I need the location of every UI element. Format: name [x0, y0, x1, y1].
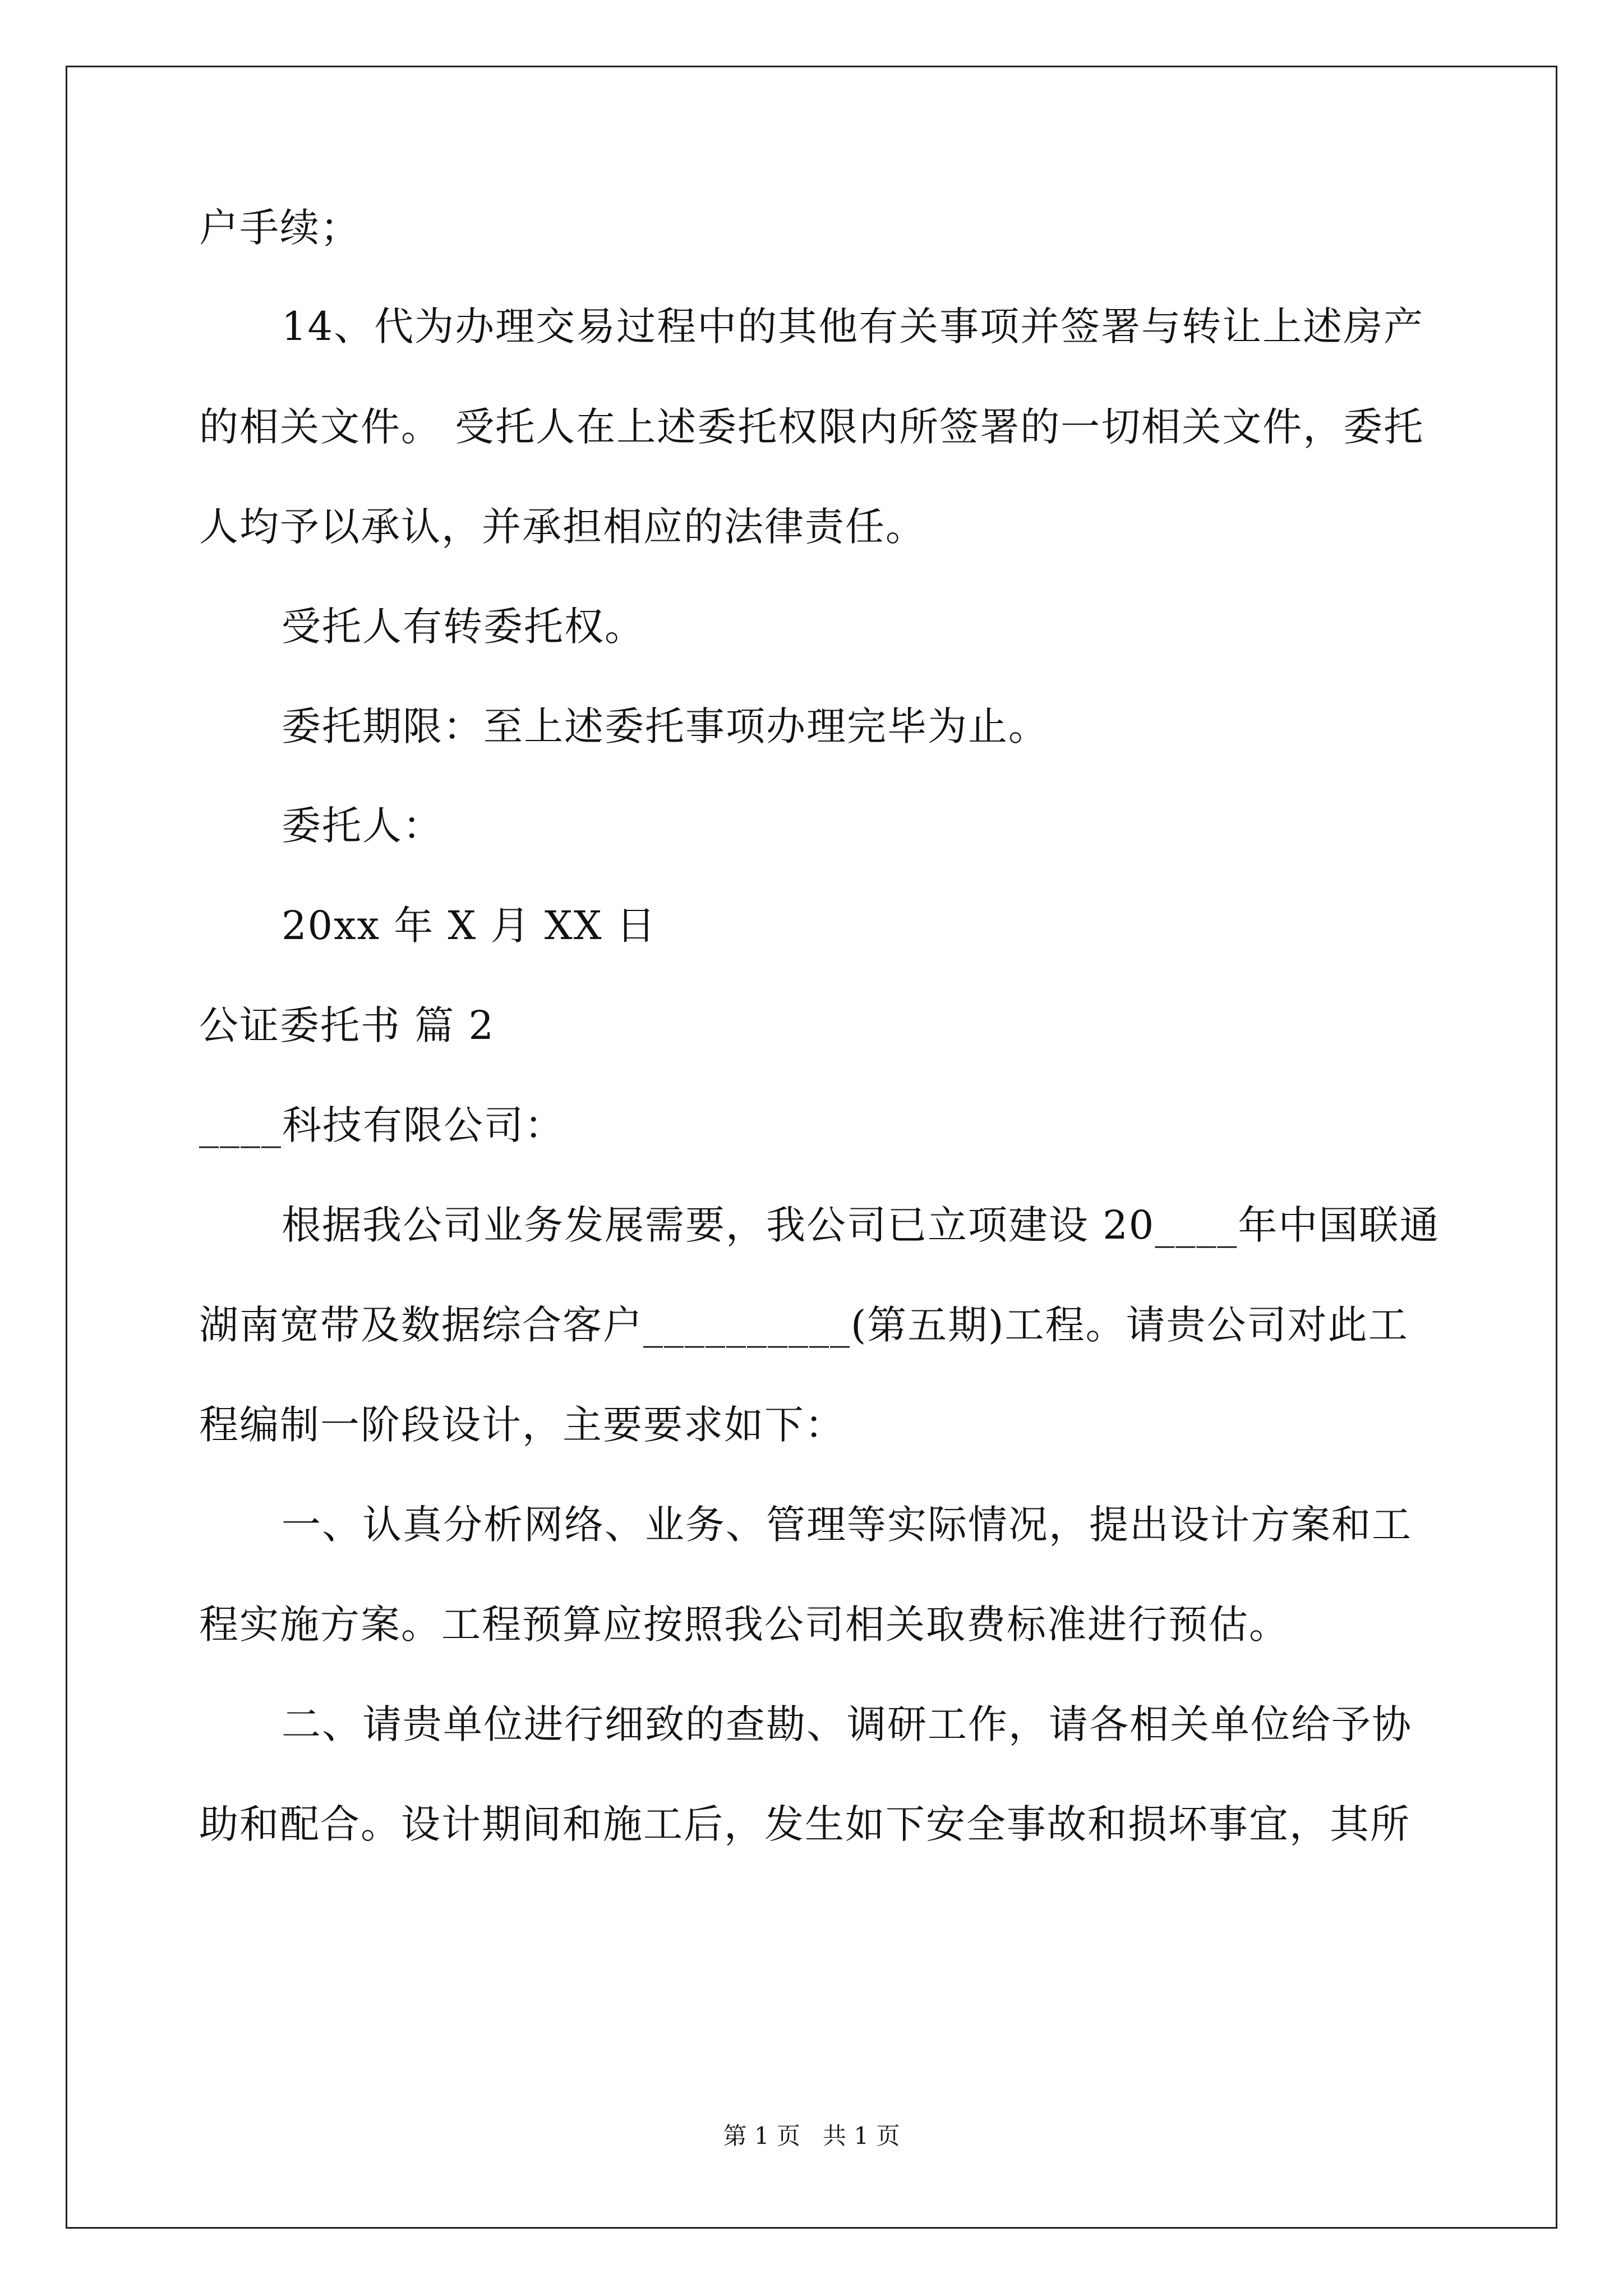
text-line-10: ____科技有限公司： [199, 1102, 565, 1148]
text-line-8: 20xx 年 X 月 XX 日 [282, 903, 657, 949]
text-line-3: 的相关文件。 受托人在上述委托权限内所签署的一切相关文件，委托 [199, 404, 1424, 450]
section-heading: 公证委托书 篇 2 [199, 1002, 495, 1048]
text-line-15: 程实施方案。工程预算应按照我公司相关取费标准进行预估。 [199, 1602, 1289, 1648]
text-line-13: 程编制一阶段设计，主要要求如下： [199, 1402, 845, 1448]
text-line-1: 户手续； [199, 205, 361, 251]
text-line-5: 受托人有转委托权。 [282, 604, 645, 650]
text-line-6: 委托期限：至上述委托事项办理完毕为止。 [282, 703, 1049, 749]
text-line-11: 根据我公司业务发展需要，我公司已立项建设 20____年中国联通 [282, 1202, 1440, 1248]
page-footer: 第 1 页 共 1 页 [723, 2122, 900, 2150]
text-line-16: 二、请贵单位进行细致的查勘、调研工作，请各相关单位给予协 [282, 1701, 1412, 1747]
text-line-12: 湖南宽带及数据综合客户__________(第五期)工程。请贵公司对此工 [199, 1302, 1409, 1348]
text-line-7: 委托人： [282, 803, 443, 849]
text-line-14: 一、认真分析网络、业务、管理等实际情况，提出设计方案和工 [282, 1502, 1412, 1548]
text-line-4: 人均予以承认，并承担相应的法律责任。 [199, 504, 926, 550]
text-line-17: 助和配合。设计期间和施工后，发生如下安全事故和损坏事宜，其所 [199, 1801, 1410, 1847]
text-line-2: 14、代为办理交易过程中的其他有关事项并签署与转让上述房产 [282, 303, 1424, 349]
